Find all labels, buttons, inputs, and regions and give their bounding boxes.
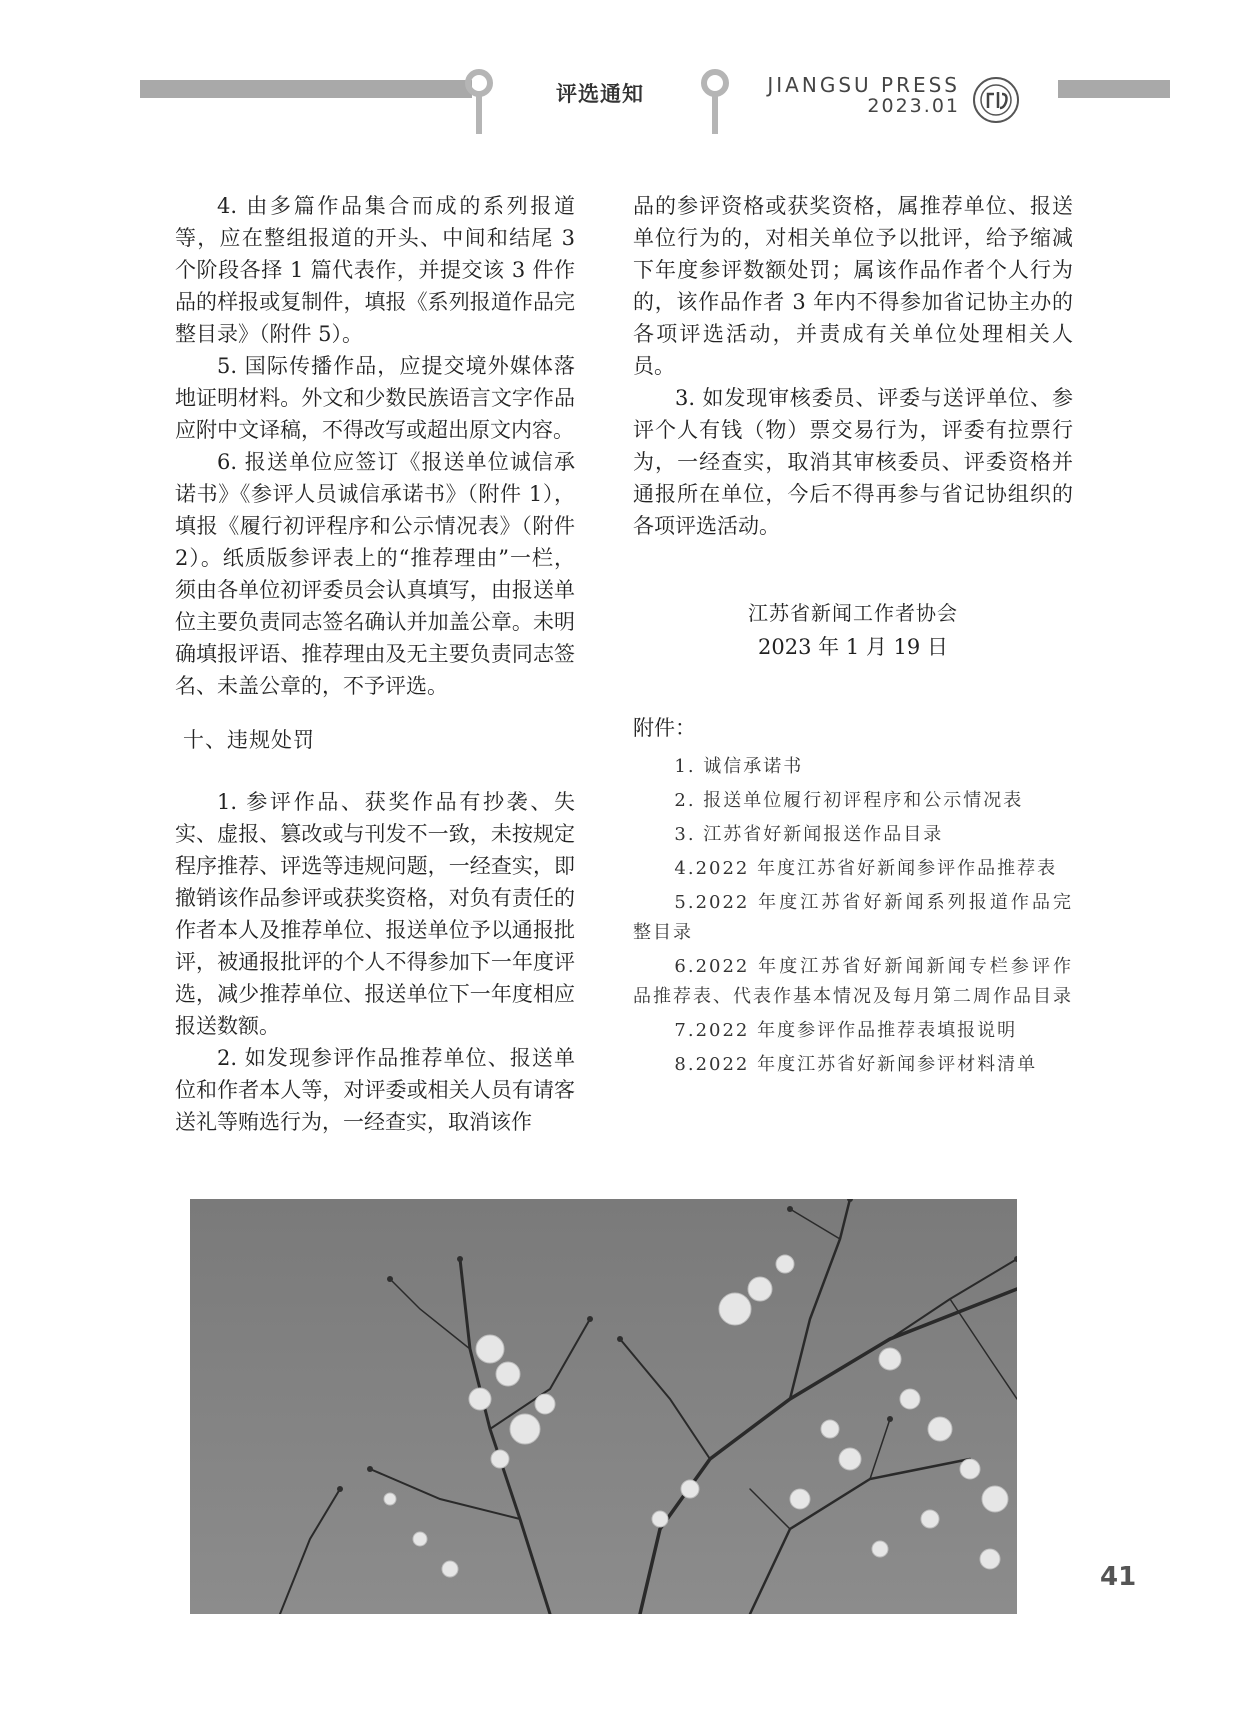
signature-date: 2023 年 1 月 19 日 (758, 635, 948, 659)
paragraph: 品的参评资格或获奖资格，属推荐单位、报送单位行为的，对相关单位予以批评，给予缩减下年度参评数额处罚；属该作品作者个人行为的，该作品作者 3 年内不得参加省记协主办的各项评选活动，并责成有关单位处理相关人员。 (633, 194, 1073, 378)
issue-number: 2023.01 (867, 95, 960, 117)
paragraph: 4. 由多篇作品集合而成的系列报道等，应在整组报道的开头、中间和结尾 3 个阶段各择 1 篇代表作，并提交该 3 件作品的样报或复制件，填报《系列报道作品完整目录》（附件 5）。 (175, 194, 575, 346)
attachment-item: 8.2022 年度江苏省好新闻参评材料清单 (674, 1054, 1038, 1075)
left-column (175, 190, 575, 1138)
pin-icon (700, 68, 730, 138)
page-number: 41 (1100, 1562, 1137, 1592)
paragraph: 5. 国际传播作品，应提交境外媒体落地证明材料。外文和少数民族语言文字作品应附中文译稿，不得改写或超出原文内容。 (175, 354, 575, 442)
right-column (633, 190, 1073, 1084)
attachment-item: 7.2022 年度参评作品推荐表填报说明 (674, 1020, 1018, 1041)
attachment-item: 3. 江苏省好新闻报送作品目录 (674, 824, 944, 845)
signature-block (633, 596, 1073, 664)
plum-blossom-image (190, 1199, 1017, 1614)
attachments-list (633, 752, 1073, 1080)
header-rule-left (140, 80, 472, 98)
header-rule-right (1058, 80, 1170, 98)
attachment-item: 2. 报送单位履行初评程序和公示情况表 (674, 790, 1024, 811)
section-label: 评选通知 (556, 82, 644, 106)
attachment-item: 4.2022 年度江苏省好新闻参评作品推荐表 (674, 858, 1058, 879)
paragraph: 2. 如发现参评作品推荐单位、报送单位和作者本人等，对评委或相关人员有请客送礼等贿选行为，一经查实，取消该作 (175, 1046, 575, 1134)
journal-brand (760, 74, 960, 116)
paragraph: 3. 如发现审核委员、评委与送评单位、参评个人有钱（物）票交易行为，评委有拉票行为，一经查实，取消其审核委员、评委资格并通报所在单位，今后不得再参与省记协组织的各项评选活动。 (633, 386, 1073, 538)
page-header (0, 0, 1247, 140)
attachment-item: 6.2022 年度江苏省好新闻新闻专栏参评作品推荐表、代表作基本情况及每月第二周作品目录 (633, 956, 1073, 1007)
plum-blossom-photo (190, 1199, 1017, 1614)
attachment-item: 5.2022 年度江苏省好新闻系列报道作品完整目录 (633, 892, 1073, 943)
paragraph: 6. 报送单位应签订《报送单位诚信承诺书》《参评人员诚信承诺书》（附件 1），填报《履行初评程序和公示情况表》（附件 2）。纸质版参评表上的“推荐理由”一栏，须由各单位初评委员会认真填写，由报送单位主要负责同志签名确认并加盖公章。未明确填报评语、推荐理由及无主要负责同志签名、未盖公章的，不予评选。 (175, 450, 575, 698)
journal-name: JIANGSU PRESS (767, 73, 960, 97)
association-seal-icon (972, 76, 1020, 124)
attachment-item: 1. 诚信承诺书 (674, 756, 804, 777)
attachments-title: 附件： (633, 716, 696, 740)
section-heading: 十、违规处罚 (183, 728, 315, 752)
signature-organization: 江苏省新闻工作者协会 (748, 601, 958, 625)
pin-icon (464, 68, 494, 138)
paragraph: 1. 参评作品、获奖作品有抄袭、失实、虚报、篡改或与刊发不一致，未按规定程序推荐、评选等违规问题，一经查实，即撤销该作品参评或获奖资格，对负有责任的作者本人及推荐单位、报送单位予以通报批评，被通报批评的个人不得参加下一年度评选，减少推荐单位、报送单位下一年度相应报送数额。 (175, 790, 575, 1038)
